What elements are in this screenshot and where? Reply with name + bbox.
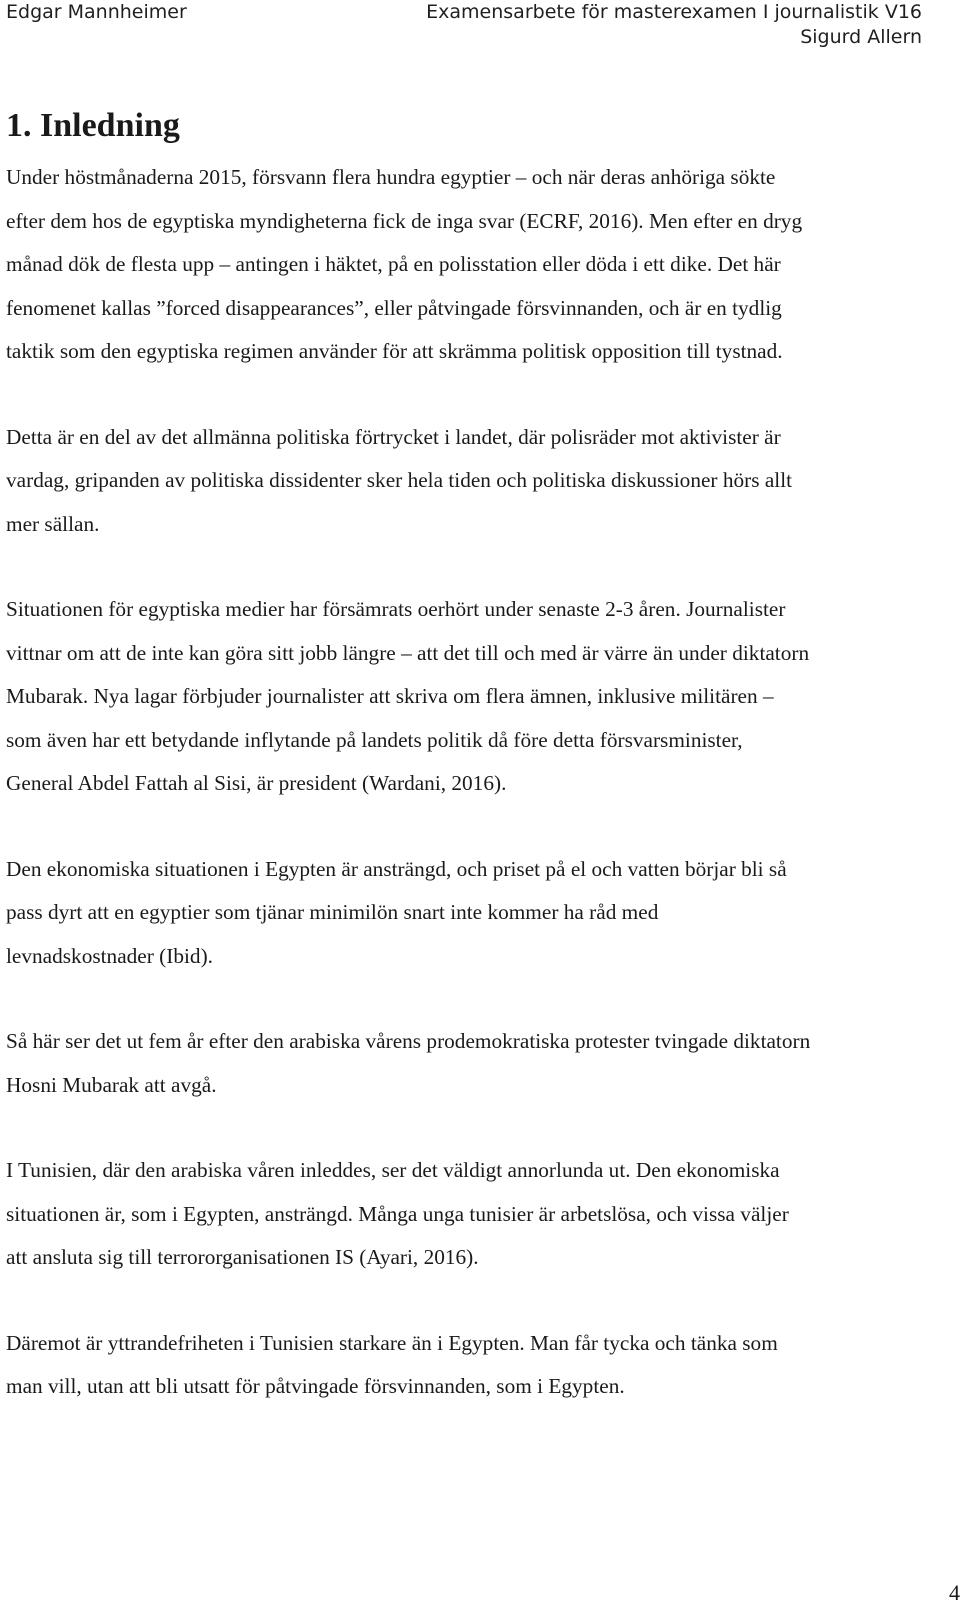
header-author: Edgar Mannheimer — [6, 1, 187, 23]
paragraph-6: I Tunisien, där den arabiska våren inleddes, ser det väldigt annorlunda ut. Den ekonomiska situationen är, som i Egypten, ansträngd. Många unga tunisier är arbetslösa, och vissa väljer att ansluta sig till terrororganisationen IS (Ayari, 2016). — [6, 1158, 789, 1269]
document-body — [6, 100, 928, 1451]
paragraph-1: Under höstmånaderna 2015, försvann flera hundra egyptier – och när deras anhöriga sökte efter dem hos de egyptiska myndigheterna fick de inga svar (ECRF, 2016). Men efter en dryg månad dök de flesta upp – antingen i häktet, på en polisstation eller döda i ett dike. Det här fenomenet kallas ”forced disappearances”, eller påtvingade försvinnanden, och är en tydlig taktik som den egyptiska regimen använder för att skrämma politisk opposition till tystnad. — [6, 165, 803, 363]
header-course: Examensarbete för masterexamen I journalistik V16 — [426, 1, 922, 23]
header-right-block — [426, 0, 922, 50]
paragraph-3: Situationen för egyptiska medier har försämrats oerhört under senaste 2-3 åren. Journalister vittnar om att de inte kan göra sitt jobb längre – att det till och med är värre än under diktatorn Mubarak. Nya lagar förbjuder journalister att skriva om flera ämnen, inklusive militären – som även har ett betydande inflytande på landets politik då före detta försvarsminister, General Abdel Fattah al Sisi, är president (Wardani, 2016). — [6, 597, 810, 795]
paragraph-4: Den ekonomiska situationen i Egypten är ansträngd, och priset på el och vatten börjar bli så pass dyrt att en egyptier som tjänar minimilön snart inte kommer ha råd med levnadskostnader (Ibid). — [6, 856, 787, 968]
chapter-title: 1. Inledning — [6, 107, 180, 144]
header-supervisor: Sigurd Allern — [800, 26, 922, 48]
paragraph-2: Detta är en del av det allmänna politiska förtrycket i landet, där polisräder mot aktivister är vardag, gripanden av politiska dissidenter sker hela tiden och politiska diskussioner hörs allt mer sällan. — [6, 424, 793, 536]
page-number: 4 — [949, 1580, 960, 1605]
page-header — [6, 0, 922, 62]
paragraph-7: Däremot är yttrandefriheten i Tunisien starkare än i Egypten. Man får tycka och tänka som man vill, utan att bli utsatt för påtvingade försvinnanden, som i Egypten. — [6, 1330, 778, 1398]
paragraph-5: Så här ser det ut fem år efter den arabiska vårens prodemokratiska protester tvingade diktatorn Hosni Mubarak att avgå. — [6, 1029, 811, 1097]
